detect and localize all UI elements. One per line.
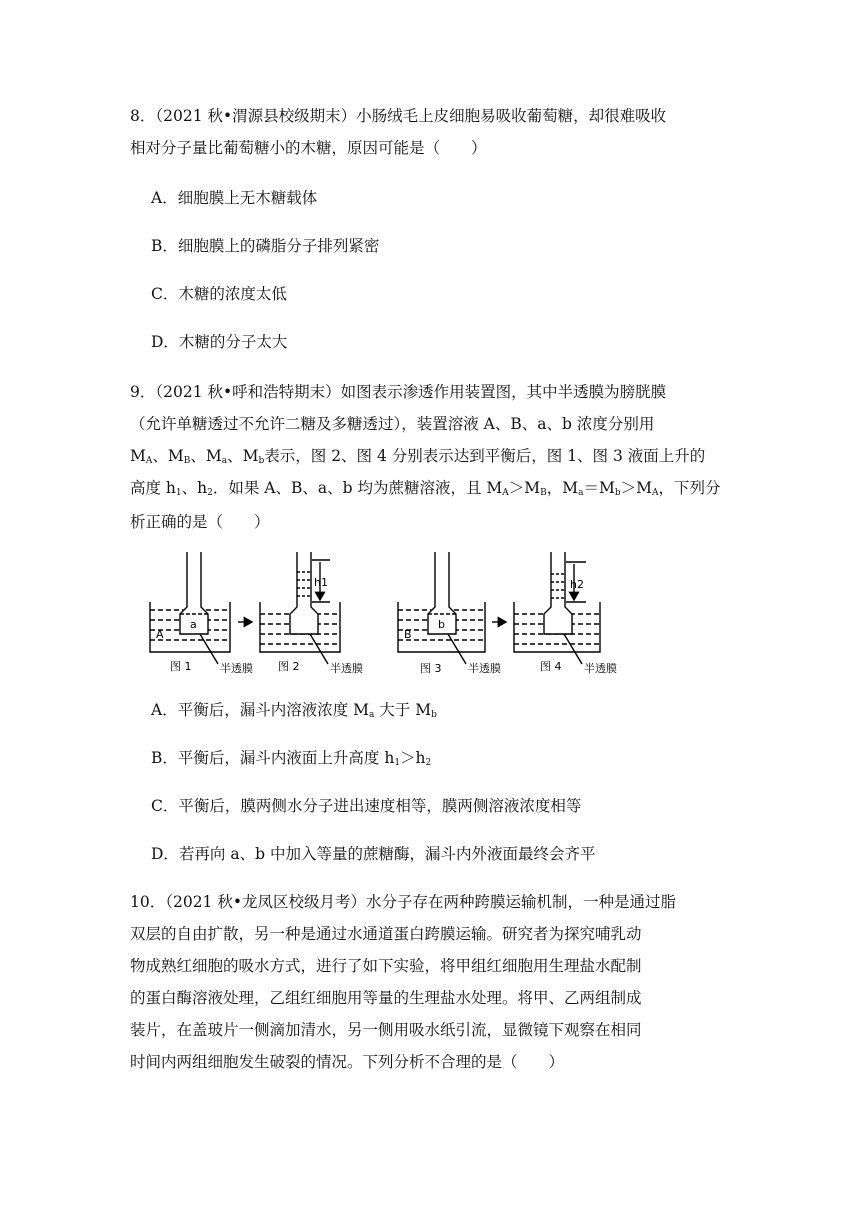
fig-label-a: a	[190, 618, 197, 631]
q10-stem-line2: 双层的自由扩散，另一种是通过水通道蛋白跨膜运输。研究者为探究哺乳动	[130, 925, 642, 943]
q9-stem-line4: 高度 $h_1$、$h_2$．如果 A、B、a、b 均为蔗糖溶液，且 $M_A>M_B$，$M_a=M_b>M_A$，下列分	[130, 479, 721, 498]
q8-stem-line1: 8．（2021 秋•渭源县校级期末）小肠绒毛上皮细胞易吸收葡萄糖，却很难吸收	[130, 107, 667, 125]
membrane-label-4: 半透膜	[584, 662, 617, 675]
membrane-label-3: 半透膜	[468, 662, 501, 675]
fig-label-A: A	[156, 628, 164, 641]
funnel-2	[290, 552, 318, 634]
q9-stem-line1: 9．（2021 秋•呼和浩特期末）如图表示渗透作用装置图，其中半透膜为膀胱膜	[130, 383, 667, 401]
fig-label-h2: h2	[570, 578, 584, 591]
fig-caption-3: 图 3	[420, 662, 442, 675]
q10-stem-line6: 时间内两组细胞发生破裂的情况。下列分析不合理的是（ ）	[130, 1053, 565, 1071]
q8-option-c: C．木糖的浓度太低	[151, 285, 287, 303]
fig-caption-4: 图 4	[540, 660, 562, 673]
osmosis-figure	[140, 552, 640, 677]
q9-stem-line3: $M_A$、$M_B$、$M_a$、$M_b$表示，图 2、图 4 分别表示达到平衡后，图 1、图 3 液面上升的	[130, 447, 706, 466]
q9-option-a: A．平衡后，漏斗内溶液浓度 $M_a$ 大于 $M_b$	[151, 701, 437, 720]
membrane-label-1: 半透膜	[220, 662, 253, 675]
q9-stem-line2: （允许单糖透过不允许二糖及多糖透过），装置溶液 A、B、a、b 浓度分别用	[130, 415, 655, 433]
q9-option-b: B．平衡后，漏斗内液面上升高度 $h_1>h_2$	[151, 749, 432, 768]
q10-stem-line1: 10．（2021 秋•龙凤区校级月考）水分子存在两种跨膜运输机制，一种是通过脂	[130, 893, 676, 911]
fig-label-B: B	[404, 628, 412, 641]
q10-stem-line4: 的蛋白酶溶液处理，乙组红细胞用等量的生理盐水处理。将甲、乙两组制成	[130, 989, 642, 1007]
fig-label-h1: h1	[314, 576, 328, 589]
membrane-label-2: 半透膜	[330, 662, 363, 675]
funnel-4	[544, 552, 572, 634]
fig-caption-2: 图 2	[278, 660, 300, 673]
q10-stem-line3: 物成熟红细胞的吸水方式，进行了如下实验，将甲组红细胞用生理盐水配制	[130, 957, 642, 975]
fig-label-b: b	[438, 618, 445, 631]
q8-option-d: D．木糖的分子太大	[151, 333, 288, 351]
q8-stem-line2: 相对分子量比葡萄糖小的木糖，原因可能是（ ）	[130, 139, 487, 157]
q8-option-a: A．细胞膜上无木糖载体	[151, 189, 318, 207]
fig-caption-1: 图 1	[170, 660, 192, 673]
q8-option-b: B．细胞膜上的磷脂分子排列紧密	[151, 237, 380, 255]
q9-stem-line5: 析正确的是（ ）	[130, 513, 270, 531]
q10-stem-line5: 装片，在盖玻片一侧滴加清水，另一侧用吸水纸引流，显微镜下观察在相同	[130, 1021, 642, 1039]
q9-option-c: C．平衡后，膜两侧水分子进出速度相等，膜两侧溶液浓度相等	[151, 797, 582, 815]
q9-option-d: D．若再向 a、b 中加入等量的蔗糖酶，漏斗内外液面最终会齐平	[151, 845, 596, 863]
